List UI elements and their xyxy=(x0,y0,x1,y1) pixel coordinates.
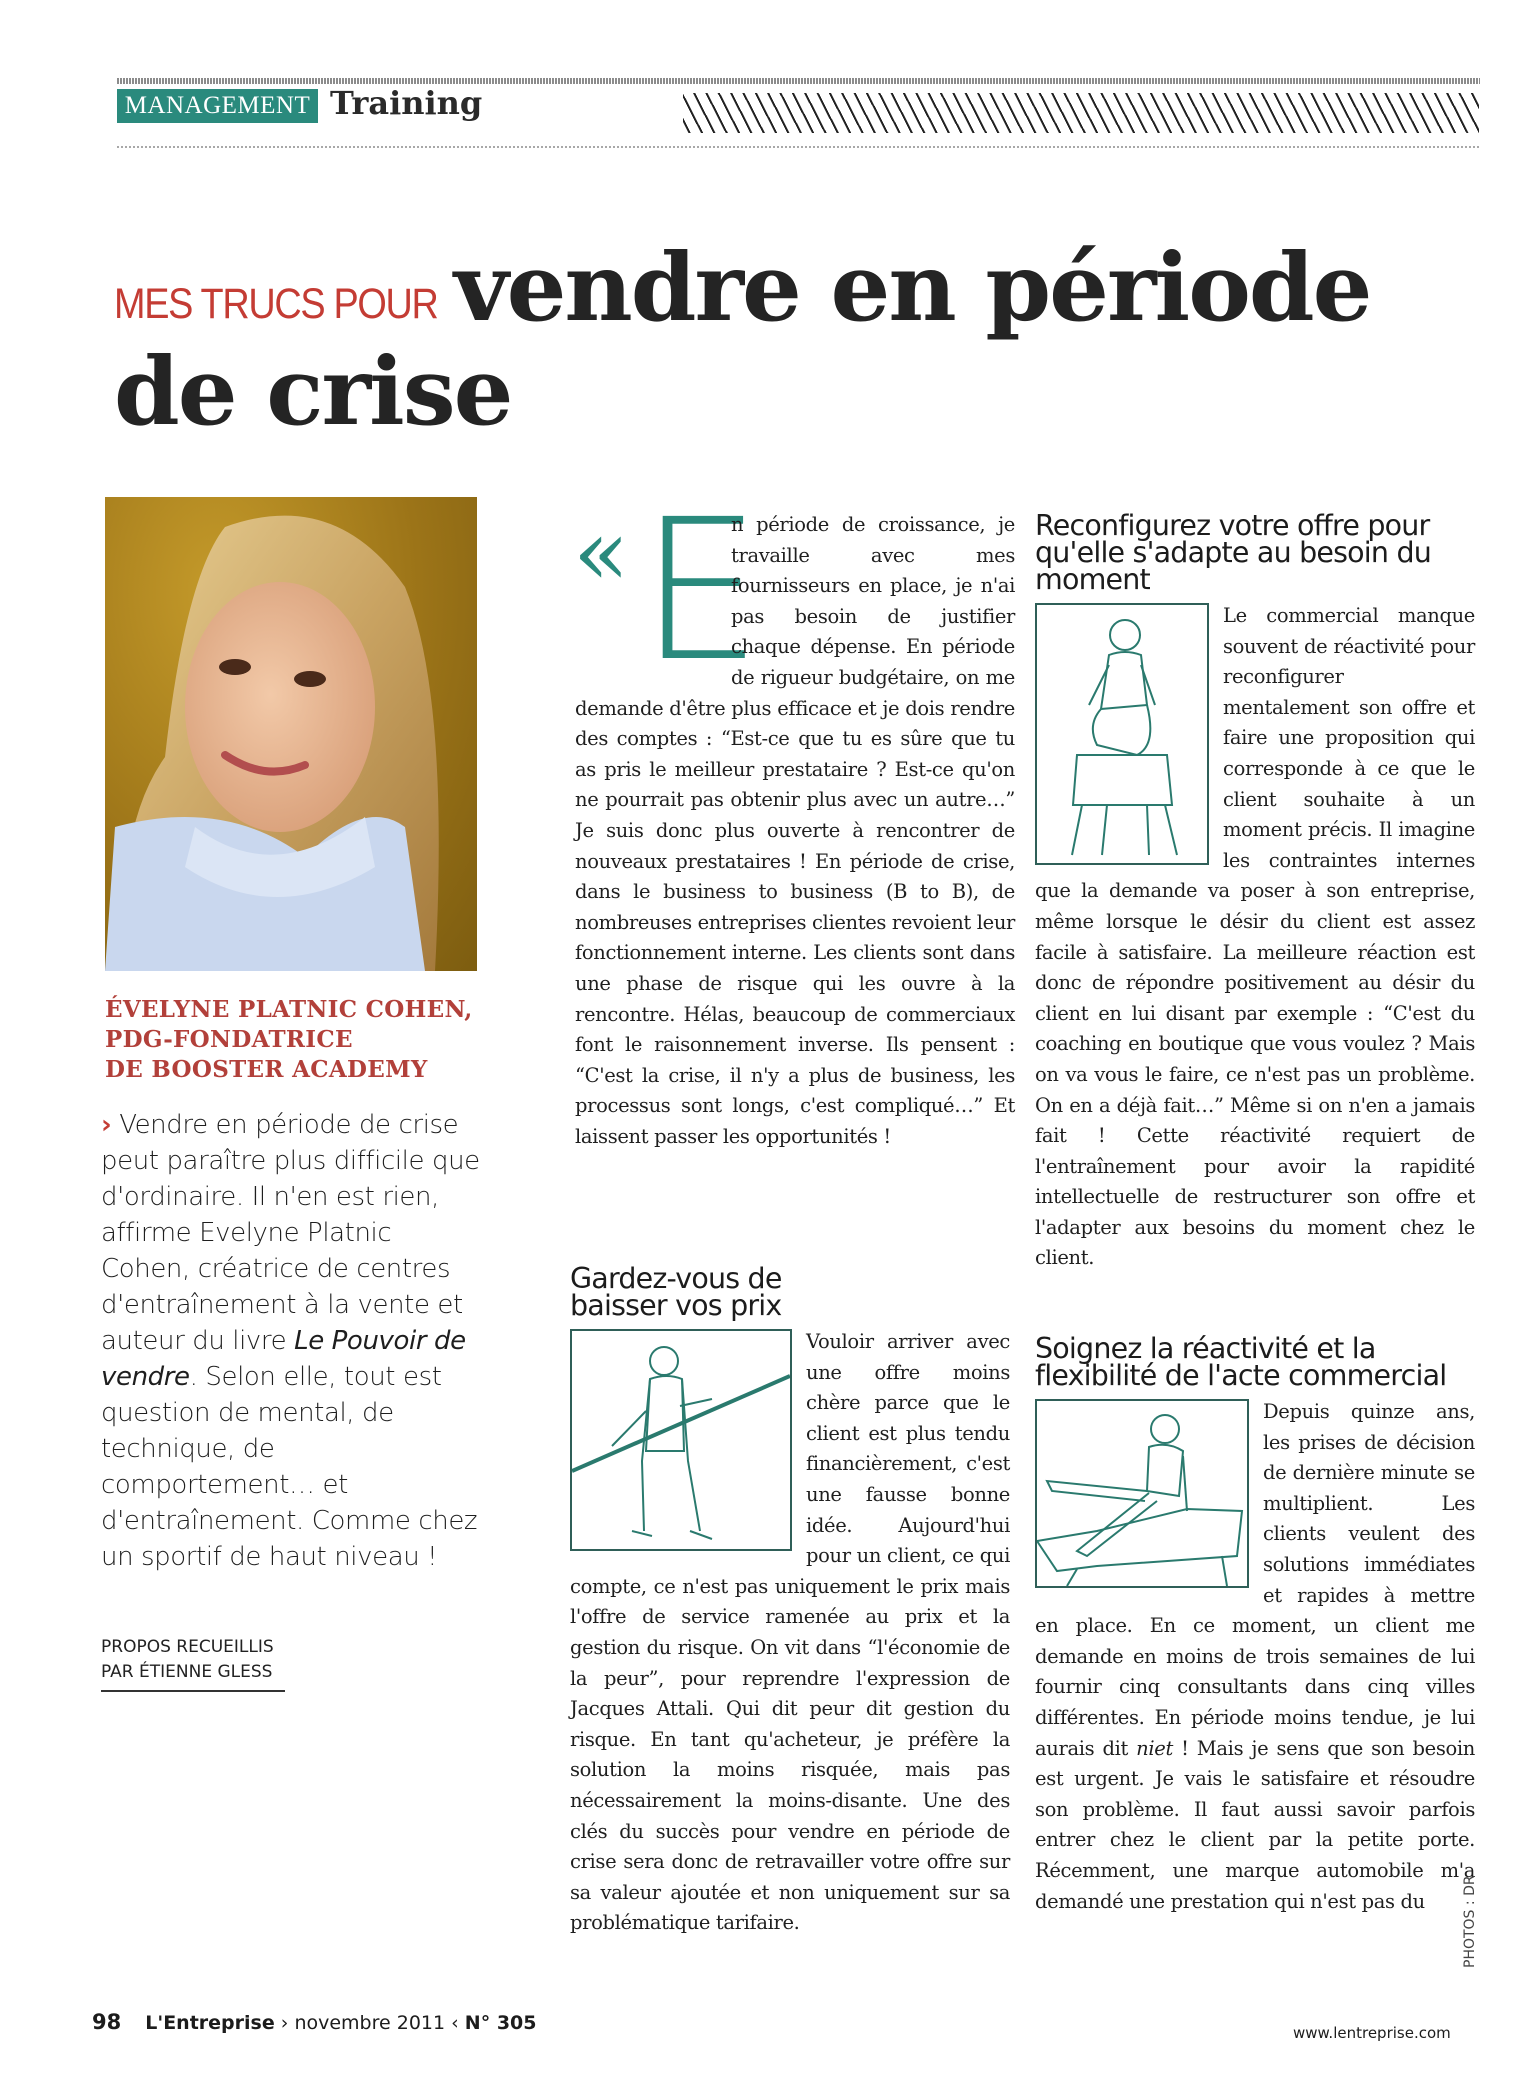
portrait-image xyxy=(105,497,477,971)
section-text: Depuis quinze ans, les prises de décision de dernière minute se multiplient. Les clients veulent des solutions immédiates et rapides à mettre en place. En ce moment, un client me demande en moins de trois semaines de lui fournir cinq consultants dans cinq villes différentes. En période moins tendue, je lui aurais dit xyxy=(1035,1400,1475,1760)
intro-text-end: . Selon elle, tout est question de mental, de technique, de comportement… et d'entraînement. Comme chez un sportif de haut niveau ! xyxy=(101,1362,478,1572)
interview-credit xyxy=(101,1635,274,1685)
issue-date: novembre 2011 xyxy=(294,2012,446,2034)
section-text: Vouloir arriver avec une offre moins chère parce que le client est plus tendu financièrement, c'est une fausse bonne idée. Aujourd'hui pour un client, ce qui compte, ce n'est pas uniquement le prix mais l'offre de service ramenée au prix et la gestion du risque. On vit dans “l'économie de la peur”, pour reprendre l'expression de Jacques Attali. Qui dit peur dit gestion du risque. En tant qu'acheteur, je préfère la solution la moins risquée, mais pas nécessairement la moins-disante. Une des clés du succès pour vendre en période de crise sera donc de retravailler votre offre sur sa valeur ajoutée et non uniquement sur sa problématique tarifaire. xyxy=(570,1330,1010,1935)
section-heading: Soignez la réactivité et la flexibilité de l'acte commercial xyxy=(1035,1332,1447,1392)
section-text-end: ! Mais je sens que son besoin est urgent. Je vais le satisfaire et résoudre son problème. Il faut aussi savoir parfois entrer chez le client par la petite porte. Récemment, une marque automobile m'a demandé une prestation qui n'est pas du xyxy=(1035,1736,1475,1913)
section-heading: Reconfigurez votre offre pour qu'elle s'adapte au besoin du moment xyxy=(1035,509,1432,596)
section-reactivity xyxy=(1035,1332,1475,1917)
header-bottom-rule xyxy=(117,146,1480,148)
italic-word: niet xyxy=(1136,1736,1173,1760)
section-heading: Gardez-vous de baisser vos prix xyxy=(570,1262,782,1322)
credit-line: PAR ÉTIENNE GLESS xyxy=(101,1662,273,1682)
book-title: Le Pouvoir de vendre xyxy=(101,1326,466,1392)
author-byline xyxy=(105,995,485,1085)
section-reconfigure xyxy=(1035,509,1475,1274)
byline-line: PDG-FONDATRICE xyxy=(105,1026,353,1053)
decorative-hatching xyxy=(683,93,1479,133)
section-body xyxy=(570,1327,1010,1939)
intro-text: Vendre en période de crise peut paraître plus difficile que d'ordinaire. Il n'en est rien, affirme Evelyne Platnic Cohen, créatrice de centres d'entraînement à la vente et auteur du livre xyxy=(101,1110,480,1356)
section-prices xyxy=(570,1262,1010,1939)
opening-quote-paragraph xyxy=(573,477,1016,1152)
byline-line: DE BOOSTER ACADEMY xyxy=(105,1056,428,1083)
header-top-rule xyxy=(117,78,1480,84)
section-body xyxy=(1035,601,1475,1274)
man-balancing-pole-illustration xyxy=(570,1329,792,1551)
section-body xyxy=(1035,1397,1475,1917)
intro-paragraph xyxy=(101,1107,481,1575)
photo-credit: PHOTOS : DR xyxy=(1462,1875,1478,1968)
website-link[interactable]: www.lentreprise.com xyxy=(1293,2024,1451,2042)
headline-line-1: vendre en période xyxy=(454,233,1371,343)
man-crouching-on-vaulting-box-illustration xyxy=(1035,603,1209,865)
open-quote-icon: « xyxy=(573,499,629,606)
separator-icon: ‹ xyxy=(451,2012,459,2034)
credit-underline xyxy=(101,1690,285,1692)
headline-line-2: de crise xyxy=(114,337,512,447)
separator-icon: › xyxy=(280,2012,289,2034)
man-on-pommel-horse-illustration xyxy=(1035,1399,1249,1588)
quote-text: n période de croissance, je travaille avec mes fournisseurs en place, je n'ai pas besoin de justifier chaque dépense. En période de rigueur budgétaire, on me demande d'être plus efficace et je dois rendre des comptes : “Est-ce que tu es sûre que tu as pris le meilleur prestataire ? Est-ce qu'on ne pourrait pas obtenir plus avec un autre…” Je suis donc plus ouverte à rencontrer de nouveaux prestataires ! En période de crise, dans le business to business (B to B), de nombreuses entreprises clientes revoient leur fonctionnement interne. Les clients sont dans une phase de risque qui les ouvre à la rencontre. Hélas, beaucoup de commerciaux font le raisonnement inverse. Ils pensent : “C'est la crise, il n'y a plus de business, les processus sont longs, c'est compliqué…” Et laissent passer les opportunités ! xyxy=(575,513,1016,1148)
folio xyxy=(92,2010,536,2034)
credit-line: PROPOS RECUEILLIS xyxy=(101,1637,274,1657)
issue-number: N° 305 xyxy=(464,2012,537,2034)
magazine-name: L'Entreprise xyxy=(145,2012,275,2034)
drop-cap: E xyxy=(639,477,762,704)
section-text: Le commercial manque souvent de réactivité pour reconfigurer mentalement son offre et faire une proposition qui corresponde à ce que le client souhaite à un moment précis. Il imagine les contraintes internes que la demande va poser à son entreprise, même lorsque le désir du client est assez facile à satisfaire. La meilleure réaction est donc de répondre positivement au désir du client en lui disant par exemple : “C'est du coaching en boutique que vous voulez ? Mais on va vous le faire, ce n'est pas un problème. On en a déjà fait…” Même si on n'en a jamais fait ! Cette réactivité requiert de l'entraînement pour avoir la rapidité intellectuelle de restructurer son offre et l'adapter aux besoins du moment chez le client. xyxy=(1035,604,1475,1270)
portrait-photo xyxy=(105,497,477,971)
headline-kicker: MES TRUCS POUR xyxy=(114,280,438,328)
rubric-title: Training xyxy=(330,84,483,122)
chevron-right-icon: › xyxy=(101,1110,112,1140)
section-tag: MANAGEMENT xyxy=(117,89,318,123)
headline xyxy=(114,233,1474,447)
byline-line: ÉVELYNE PLATNIC COHEN, xyxy=(105,996,473,1023)
page-number: 98 xyxy=(92,2010,122,2034)
